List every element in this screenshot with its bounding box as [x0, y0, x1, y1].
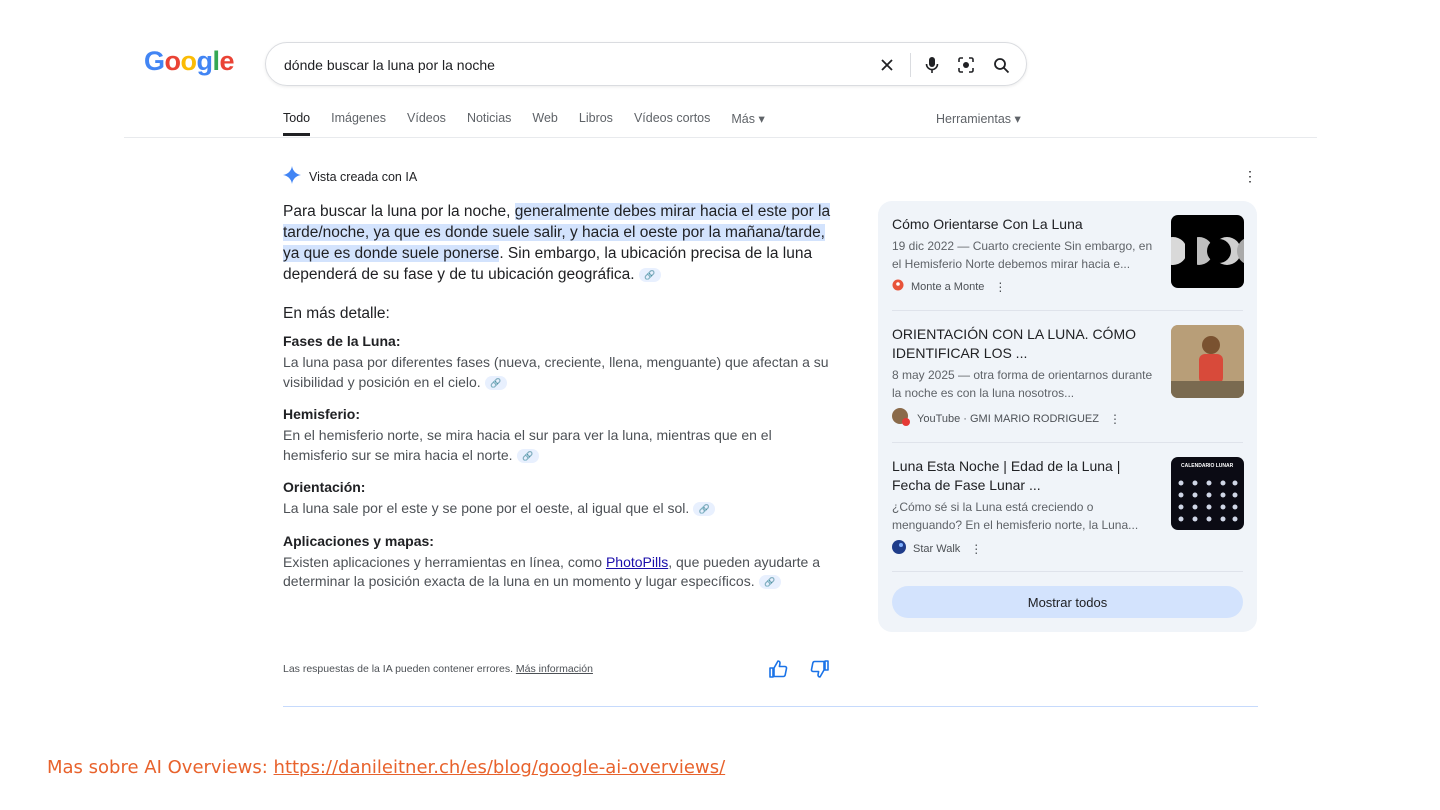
logo-letter: e: [219, 46, 235, 76]
section-body: La luna pasa por diferentes fases (nueva, creciente, llena, menguante) que afectan a su visibilidad y posición en el cielo.: [283, 354, 829, 390]
source-title[interactable]: Cómo Orientarse Con La Luna: [892, 216, 1083, 232]
tab-noticias[interactable]: Noticias: [466, 111, 512, 125]
section-text: [283, 353, 838, 392]
search-tabs: [283, 111, 786, 136]
tab-libros[interactable]: Libros: [578, 111, 613, 125]
link-icon[interactable]: 🔗: [485, 376, 507, 390]
thumbs-down-icon[interactable]: [810, 659, 830, 679]
source-card[interactable]: [892, 215, 1244, 294]
sources-panel: [878, 201, 1257, 632]
section-title: Fases de la Luna:: [283, 333, 401, 349]
lead-text-end: . Sin embargo, la ubicación precisa de la luna dependerá de su fase y de tu ubicación geográfica.: [283, 245, 813, 283]
channel-avatar-icon: [892, 408, 910, 429]
tab-todo[interactable]: Todo: [283, 111, 310, 136]
section-body-end: , que pueden ayudarte a determinar la posición exacta de la luna en un momento y lugar específicos.: [283, 553, 821, 589]
section-text: [283, 426, 838, 465]
logo-letter: l: [212, 46, 220, 76]
more-options-icon[interactable]: ⋮: [970, 541, 983, 556]
tab-mas[interactable]: Más ▾: [731, 112, 765, 126]
source-snippet: 19 dic 2022 — Cuarto creciente Sin embargo, en el Hemisferio Norte debemos mirar hacia e...: [892, 239, 1153, 271]
more-options-icon[interactable]: ⋮: [1243, 168, 1257, 184]
detail-section: [283, 406, 838, 465]
logo-letter: g: [196, 46, 213, 76]
ai-lead-paragraph: [283, 201, 838, 285]
logo-letter: o: [180, 46, 197, 76]
section-title: Orientación:: [283, 479, 366, 495]
show-all-button[interactable]: Mostrar todos: [892, 586, 1243, 618]
card-divider: [892, 442, 1243, 443]
logo-letter: G: [144, 46, 165, 76]
site-name: Star Walk: [913, 542, 961, 555]
tab-videos[interactable]: Vídeos: [407, 111, 446, 125]
star-walk-icon: [892, 540, 906, 557]
sparkle-icon: [283, 166, 301, 187]
section-title: Aplicaciones y mapas:: [283, 532, 434, 549]
moon-calendar-thumbnail[interactable]: [1171, 457, 1244, 530]
section-body: Existen aplicaciones y herramientas en línea, como: [283, 553, 606, 570]
source-snippet: ¿Cómo sé si la Luna está creciendo o menguando? En el hemisferio norte, la Luna...: [892, 500, 1139, 532]
ai-overview-divider: [283, 706, 1258, 707]
tools-button[interactable]: Herramientas ▾: [936, 112, 1021, 126]
tab-imagenes[interactable]: Imágenes: [331, 111, 387, 125]
thumbs-up-icon[interactable]: [768, 659, 788, 679]
section-text: [283, 553, 838, 592]
link-icon[interactable]: 🔗: [693, 502, 715, 516]
caption-link[interactable]: https://danileitner.ch/es/blog/google-ai-overviews/: [273, 757, 726, 778]
source-snippet: 8 may 2025 — otra forma de orientarnos durante la noche es con la luna nosotros...: [892, 368, 1153, 400]
lens-icon[interactable]: [956, 55, 976, 75]
detail-section: [283, 333, 838, 392]
photopills-link[interactable]: PhotoPills: [605, 553, 669, 570]
more-options-icon[interactable]: ⋮: [994, 279, 1007, 294]
lead-highlight: generalmente debes mirar hacia el este por la tarde/noche, ya que es donde suele salir, y hacia el oeste por la mañana/tarde, ya que es donde suele ponerse: [283, 203, 831, 262]
source-card[interactable]: [892, 457, 1244, 557]
link-icon[interactable]: 🔗: [639, 268, 661, 282]
ai-overview-title: Vista creada con IA: [309, 169, 418, 184]
ai-overview-header: [283, 166, 417, 187]
more-info-link[interactable]: Más información: [515, 663, 593, 675]
mic-icon[interactable]: [922, 55, 942, 75]
search-box[interactable]: [265, 42, 1027, 86]
more-detail-heading: En más detalle:: [283, 305, 390, 322]
source-title[interactable]: ORIENTACIÓN CON LA LUNA. CÓMO IDENTIFICAR LOS ...: [892, 326, 1136, 361]
section-body: En el hemisferio norte, se mira hacia el sur para ver la luna, mientras que en el hemisferio sur se mira hacia el norte.: [283, 427, 772, 463]
section-text: [283, 499, 838, 519]
section-title: Hemisferio:: [283, 406, 361, 422]
source-title[interactable]: Luna Esta Noche | Edad de la Luna | Fecha de Fase Lunar ...: [892, 458, 1121, 493]
thumbnail-caption: CALENDARIO LUNAR: [1181, 463, 1234, 469]
logo-letter: o: [164, 46, 181, 76]
caption-text: Mas sobre AI Overviews:: [47, 757, 274, 778]
close-icon[interactable]: [877, 55, 897, 75]
ai-disclaimer: [283, 663, 593, 675]
link-icon[interactable]: 🔗: [759, 575, 781, 589]
divider: [910, 53, 911, 77]
location-pin-icon: [892, 279, 904, 294]
source-site: [892, 540, 1244, 557]
card-divider: [892, 571, 1243, 572]
google-logo[interactable]: [144, 46, 234, 77]
tab-web[interactable]: Web: [532, 111, 558, 125]
page-caption: [47, 757, 725, 778]
detail-section: [283, 533, 838, 592]
card-divider: [892, 310, 1243, 311]
tab-videos-cortos[interactable]: Vídeos cortos: [633, 111, 711, 125]
site-name: YouTube · GMI MARIO RODRIGUEZ: [917, 412, 1099, 425]
section-body: La luna sale por el este y se pone por el oeste, al igual que el sol.: [283, 500, 690, 516]
header-divider: [124, 137, 1317, 138]
source-card[interactable]: [892, 325, 1244, 429]
moon-phases-thumbnail[interactable]: [1171, 215, 1244, 288]
video-thumbnail[interactable]: [1171, 325, 1244, 398]
search-icon[interactable]: [991, 55, 1011, 75]
site-name: Monte a Monte: [911, 280, 985, 293]
search-input[interactable]: dónde buscar la luna por la noche: [284, 57, 495, 73]
link-icon[interactable]: 🔗: [517, 449, 539, 463]
ai-overview-body: [283, 201, 838, 606]
source-site: [892, 408, 1244, 429]
more-options-icon[interactable]: ⋮: [1108, 411, 1121, 426]
disclaimer-text: Las respuestas de la IA pueden contener errores.: [283, 663, 513, 675]
detail-section: [283, 479, 838, 519]
lead-text: Para buscar la luna por la noche,: [283, 203, 515, 220]
